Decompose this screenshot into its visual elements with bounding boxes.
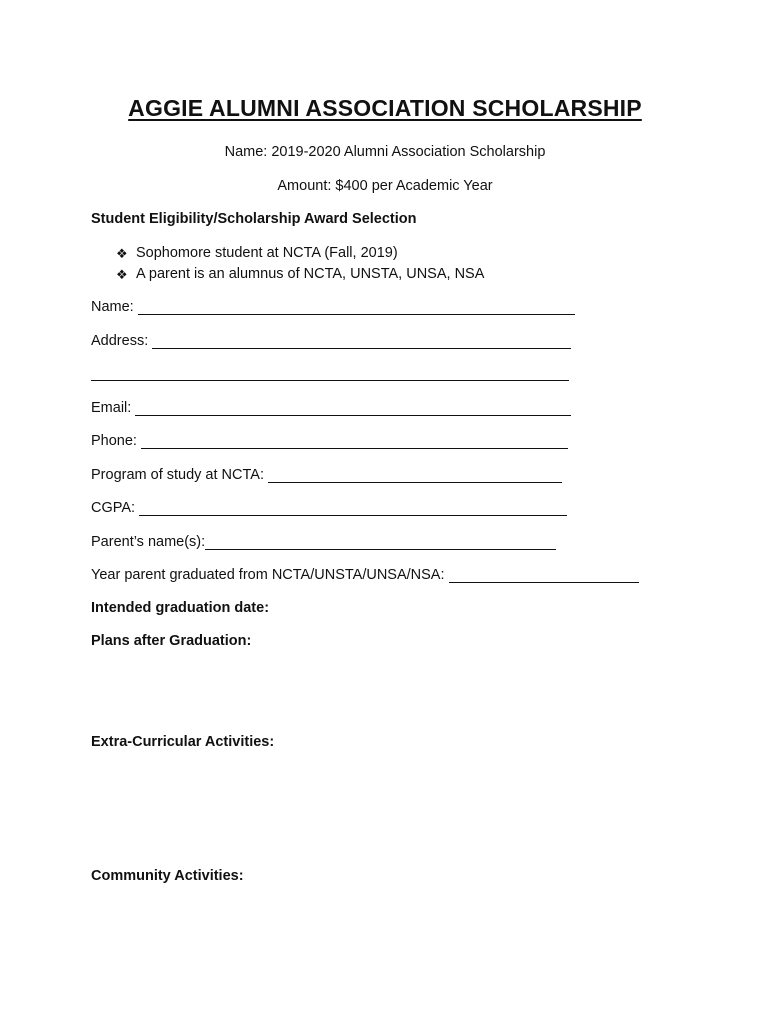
phone-input-line[interactable] (141, 434, 568, 449)
name-field (91, 299, 575, 315)
cgpa-field (91, 500, 567, 516)
eligibility-heading: Student Eligibility/Scholarship Award Selection (91, 211, 417, 227)
parent-graduation-year-input-line[interactable] (449, 568, 639, 583)
eligibility-item (116, 264, 484, 285)
parent-graduation-year-field (91, 567, 639, 583)
cgpa-label: CGPA: (91, 500, 136, 516)
program-input-line[interactable] (268, 468, 562, 483)
address-field (91, 333, 571, 349)
cgpa-input-line[interactable] (139, 501, 567, 516)
eligibility-item-text: Sophomore student at NCTA (Fall, 2019) (136, 245, 398, 261)
eligibility-list (116, 243, 484, 285)
email-field (91, 400, 571, 416)
plans-heading: Plans after Graduation: (91, 633, 252, 649)
eligibility-item (116, 243, 484, 264)
program-field (91, 467, 562, 483)
email-input-line[interactable] (135, 401, 571, 416)
address-label: Address: (91, 333, 149, 349)
parents-name-input-line[interactable] (205, 535, 556, 550)
diamond-bullet-icon: ❖ (116, 267, 128, 282)
parents-name-label: Parent’s name(s): (91, 534, 206, 550)
name-label: Name: (91, 299, 134, 315)
address-input-line[interactable] (152, 334, 571, 349)
parents-name-field (91, 534, 556, 550)
scholarship-name-line: Name: 2019-2020 Alumni Association Scholarship (224, 144, 546, 160)
program-label: Program of study at NCTA: (91, 467, 264, 483)
address-input-line-2[interactable] (91, 380, 569, 381)
community-heading: Community Activities: (91, 868, 244, 884)
name-input-line[interactable] (138, 300, 575, 315)
graduation-date-heading: Intended graduation date: (91, 600, 270, 616)
scholarship-amount-line: Amount: $400 per Academic Year (277, 178, 493, 194)
phone-label: Phone: (91, 433, 137, 449)
email-label: Email: (91, 400, 132, 416)
diamond-bullet-icon: ❖ (116, 246, 128, 261)
parent-graduation-year-label: Year parent graduated from NCTA/UNSTA/UNSA/NSA: (91, 567, 445, 583)
extracurricular-heading: Extra-Curricular Activities: (91, 734, 275, 750)
eligibility-item-text: A parent is an alumnus of NCTA, UNSTA, UNSA, NSA (136, 266, 485, 282)
form-title: AGGIE ALUMNI ASSOCIATION SCHOLARSHIP (128, 95, 642, 121)
phone-field (91, 433, 568, 449)
